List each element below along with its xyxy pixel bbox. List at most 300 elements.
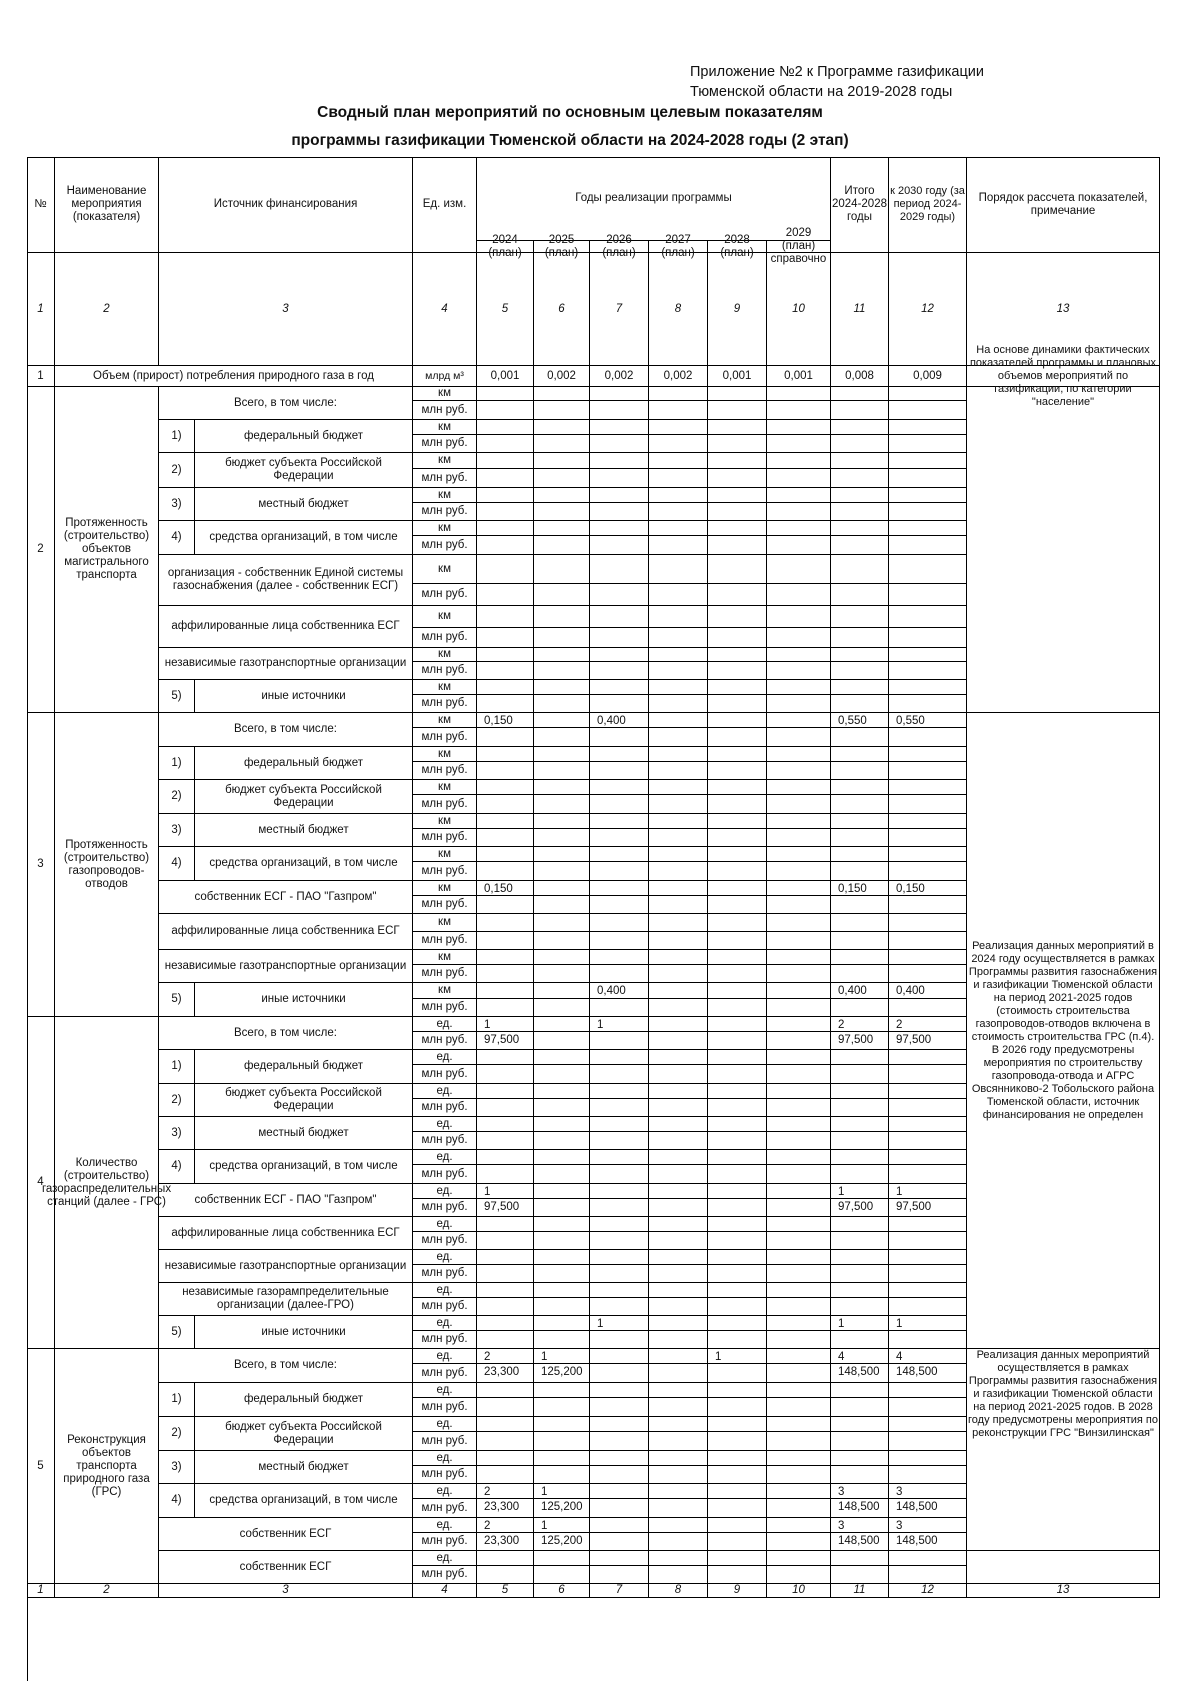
value-cell	[590, 1117, 649, 1132]
value-cell	[534, 1117, 590, 1132]
source-label: аффилированные лица собственника ЕСГ	[159, 914, 413, 950]
indicator-name: Протяженность (строительство) объектов магистрального транспорта	[55, 387, 159, 713]
value-cell	[649, 1132, 708, 1150]
value-cell	[534, 1298, 590, 1316]
unit-cell: млн руб.	[413, 401, 477, 420]
value-cell: 0,400	[889, 983, 967, 999]
value-cell	[590, 648, 649, 662]
value-cell: 97,500	[831, 1199, 889, 1217]
value-cell	[649, 503, 708, 521]
value-cell	[649, 1117, 708, 1132]
value-cell	[708, 780, 767, 795]
value-cell	[767, 1398, 831, 1417]
value-cell	[889, 1217, 967, 1232]
unit-cell: км	[413, 648, 477, 662]
value-cell	[889, 1451, 967, 1466]
value-cell	[767, 680, 831, 695]
value-cell	[477, 896, 534, 914]
value-cell	[767, 1566, 831, 1584]
unit-cell: млн руб.	[413, 896, 477, 914]
source-label: иные источники	[195, 983, 413, 1017]
value-cell	[889, 1551, 967, 1566]
item-marker: 1)	[159, 1383, 195, 1417]
value-cell	[649, 1451, 708, 1466]
value-cell	[534, 1017, 590, 1032]
source-label: бюджет субъекта Российской Федерации	[195, 1417, 413, 1451]
value-cell	[649, 847, 708, 862]
column-number: 1	[27, 253, 55, 366]
indicator-name: Количество (строительство) газораспределительных станций (далее - ГРС)	[55, 1017, 159, 1349]
value-cell	[889, 1383, 967, 1398]
value-cell	[708, 728, 767, 747]
value-cell	[477, 862, 534, 881]
value-cell	[590, 1032, 649, 1050]
value-cell	[767, 401, 831, 420]
value-cell	[590, 1349, 649, 1364]
value-cell	[534, 555, 590, 584]
value-cell	[649, 1466, 708, 1484]
value-cell: 0,008	[831, 366, 889, 387]
item-marker: 2)	[159, 1417, 195, 1451]
value-cell	[767, 1283, 831, 1298]
unit-cell: ед.	[413, 1084, 477, 1099]
value-cell	[590, 1331, 649, 1349]
source-label: бюджет субъекта Российской Федерации	[195, 1084, 413, 1117]
value-cell	[649, 1533, 708, 1551]
unit-cell: км	[413, 453, 477, 469]
column-number: 2	[55, 1584, 159, 1598]
column-number: 6	[534, 253, 590, 366]
value-cell	[590, 780, 649, 795]
value-cell	[477, 1432, 534, 1451]
column-number: 13	[967, 1584, 1160, 1598]
value-cell: 0,001	[477, 366, 534, 387]
source-label: независимые газотранспортные организации	[159, 950, 413, 983]
header-years-group: Годы реализации программы	[477, 157, 831, 241]
column-number: 11	[831, 1584, 889, 1598]
value-cell	[767, 780, 831, 795]
value-cell	[534, 536, 590, 555]
source-label: Всего, в том числе:	[159, 713, 413, 747]
column-number: 8	[649, 253, 708, 366]
unit-cell: км	[413, 983, 477, 999]
value-cell	[590, 435, 649, 453]
value-cell	[767, 1184, 831, 1199]
value-cell	[831, 1132, 889, 1150]
value-cell	[477, 1551, 534, 1566]
value-cell	[889, 606, 967, 628]
value-cell: 1	[590, 1316, 649, 1331]
value-cell	[649, 881, 708, 896]
unit-cell: км	[413, 555, 477, 584]
value-cell	[534, 762, 590, 780]
value-cell	[708, 1533, 767, 1551]
value-cell	[708, 965, 767, 983]
value-cell	[767, 521, 831, 536]
value-cell	[889, 469, 967, 488]
value-cell	[590, 1566, 649, 1584]
value-cell	[590, 1132, 649, 1150]
value-cell	[649, 1484, 708, 1499]
column-number: 10	[767, 253, 831, 366]
value-cell	[767, 1165, 831, 1184]
value-cell	[477, 1065, 534, 1084]
column-number: 9	[708, 253, 767, 366]
value-cell	[708, 1265, 767, 1283]
value-cell	[649, 584, 708, 606]
value-cell: 0,150	[477, 881, 534, 896]
value-cell	[831, 1050, 889, 1065]
value-cell	[477, 503, 534, 521]
value-cell	[708, 1566, 767, 1584]
value-cell: 1	[477, 1017, 534, 1032]
value-cell: 23,300	[477, 1499, 534, 1518]
value-cell	[767, 435, 831, 453]
value-cell: 0,002	[649, 366, 708, 387]
value-cell	[831, 662, 889, 680]
value-cell: 1	[534, 1518, 590, 1533]
value-cell	[534, 628, 590, 648]
unit-cell: млн руб.	[413, 1298, 477, 1316]
source-label: Всего, в том числе:	[159, 1349, 413, 1383]
value-cell	[590, 965, 649, 983]
value-cell	[534, 814, 590, 829]
value-cell	[477, 584, 534, 606]
value-cell	[708, 983, 767, 999]
value-cell: 3	[831, 1518, 889, 1533]
value-cell	[590, 1432, 649, 1451]
value-cell	[534, 780, 590, 795]
value-cell	[708, 469, 767, 488]
value-cell	[767, 1466, 831, 1484]
value-cell	[767, 728, 831, 747]
value-cell	[477, 932, 534, 950]
source-label: Всего, в том числе:	[159, 1017, 413, 1050]
value-cell	[831, 1417, 889, 1432]
value-cell	[649, 662, 708, 680]
unit-cell: млн руб.	[413, 662, 477, 680]
unit-cell: млн руб.	[413, 1065, 477, 1084]
row-number: 1	[27, 366, 55, 387]
value-cell	[708, 1050, 767, 1065]
value-cell	[534, 1150, 590, 1165]
value-cell	[708, 1283, 767, 1298]
value-cell	[477, 983, 534, 999]
unit-cell: ед.	[413, 1050, 477, 1065]
unit-cell: млн руб.	[413, 728, 477, 747]
header-total: Итого 2024-2028 годы	[831, 157, 889, 253]
value-cell	[534, 1184, 590, 1199]
header-year: 2029 (план) справочно	[767, 241, 831, 253]
value-cell	[831, 965, 889, 983]
value-cell	[767, 1084, 831, 1099]
unit-cell: км	[413, 488, 477, 503]
value-cell	[590, 862, 649, 881]
value-cell	[534, 999, 590, 1017]
unit-cell: км	[413, 914, 477, 932]
value-cell	[477, 999, 534, 1017]
header-name: Наименование мероприятия (показателя)	[55, 157, 159, 253]
item-marker: 1)	[159, 747, 195, 780]
value-cell	[477, 401, 534, 420]
unit-cell: млн руб.	[413, 469, 477, 488]
value-cell	[649, 1032, 708, 1050]
value-cell	[649, 420, 708, 435]
value-cell	[708, 1017, 767, 1032]
item-marker: 3)	[159, 1117, 195, 1150]
value-cell	[889, 950, 967, 965]
value-cell	[534, 1250, 590, 1265]
value-cell	[590, 521, 649, 536]
value-cell	[889, 1265, 967, 1283]
value-cell	[590, 1065, 649, 1084]
value-cell	[477, 1451, 534, 1466]
value-cell	[831, 1331, 889, 1349]
value-cell	[889, 1132, 967, 1150]
value-cell	[590, 814, 649, 829]
value-cell	[831, 387, 889, 401]
value-cell	[590, 1533, 649, 1551]
unit-cell: млн руб.	[413, 1533, 477, 1551]
header-year: 2027 (план)	[649, 241, 708, 253]
value-cell: 1	[534, 1349, 590, 1364]
value-cell	[649, 932, 708, 950]
value-cell	[831, 401, 889, 420]
value-cell	[889, 728, 967, 747]
value-cell	[708, 847, 767, 862]
value-cell	[590, 1150, 649, 1165]
value-cell	[831, 435, 889, 453]
column-number: 5	[477, 1584, 534, 1598]
value-cell	[534, 950, 590, 965]
value-cell	[590, 762, 649, 780]
value-cell	[708, 1364, 767, 1383]
value-cell	[649, 1417, 708, 1432]
column-number: 3	[159, 253, 413, 366]
value-cell	[767, 1232, 831, 1250]
source-label: средства организаций, в том числе	[195, 1484, 413, 1518]
value-cell	[649, 1150, 708, 1165]
value-cell	[534, 747, 590, 762]
value-cell	[831, 1165, 889, 1184]
value-cell: 0,150	[889, 881, 967, 896]
unit-cell: млн руб.	[413, 695, 477, 713]
value-cell	[708, 1217, 767, 1232]
note-cell	[967, 1551, 1160, 1584]
value-cell	[831, 950, 889, 965]
value-cell	[477, 628, 534, 648]
value-cell	[831, 1232, 889, 1250]
value-cell	[649, 1383, 708, 1398]
value-cell	[831, 1383, 889, 1398]
value-cell	[767, 1316, 831, 1331]
value-cell	[767, 503, 831, 521]
value-cell	[889, 628, 967, 648]
unit-cell: млн руб.	[413, 503, 477, 521]
value-cell: 1	[831, 1184, 889, 1199]
value-cell	[649, 1316, 708, 1331]
value-cell	[708, 950, 767, 965]
value-cell	[649, 680, 708, 695]
value-cell	[767, 1150, 831, 1165]
header-year: 2024 (план)	[477, 241, 534, 253]
value-cell	[590, 488, 649, 503]
unit-cell: ед.	[413, 1518, 477, 1533]
value-cell	[590, 584, 649, 606]
value-cell	[477, 1217, 534, 1232]
value-cell	[590, 881, 649, 896]
value-cell	[590, 914, 649, 932]
value-cell	[649, 606, 708, 628]
value-cell	[708, 1484, 767, 1499]
value-cell	[534, 435, 590, 453]
value-cell	[649, 780, 708, 795]
value-cell	[649, 1499, 708, 1518]
value-cell	[889, 536, 967, 555]
value-cell	[767, 1518, 831, 1533]
value-cell	[889, 1150, 967, 1165]
source-label: аффилированные лица собственника ЕСГ	[159, 606, 413, 648]
unit-cell: млн руб.	[413, 932, 477, 950]
value-cell	[708, 680, 767, 695]
value-cell	[534, 584, 590, 606]
value-cell	[708, 1199, 767, 1217]
value-cell: 148,500	[889, 1499, 967, 1518]
unit-cell: км	[413, 780, 477, 795]
value-cell	[590, 1466, 649, 1484]
value-cell	[708, 1232, 767, 1250]
header-order: Порядок рассчета показателей, примечание	[967, 157, 1160, 253]
value-cell	[708, 999, 767, 1017]
document-title-line-2: программы газификации Тюменской области на 2024-2028 годы (2 этап)	[291, 132, 849, 149]
source-label: иные источники	[195, 680, 413, 713]
source-label: местный бюджет	[195, 814, 413, 847]
value-cell	[534, 1466, 590, 1484]
value-cell	[889, 780, 967, 795]
value-cell	[590, 1417, 649, 1432]
value-cell	[831, 1099, 889, 1117]
item-marker: 1)	[159, 420, 195, 453]
value-cell	[649, 1017, 708, 1032]
unit-cell: млн руб.	[413, 1566, 477, 1584]
value-cell	[767, 862, 831, 881]
note-cell: Реализация данных мероприятий в 2024 году осуществляется в рамках Программы развития газоснабжения и газификации Тюменской области на период 2021-2025 годов (стоимость строительства газопроводов-отводов включена в стоимость строительства ГРС (п.4). В 2026 году предусмотрены мероприятия по строительству газопровода-отвода и АГРС Овсянниково-2 Тобольского района Тюменской области, источник финансирования не определен	[967, 713, 1160, 1349]
value-cell	[831, 469, 889, 488]
value-cell	[649, 747, 708, 762]
value-cell	[477, 1232, 534, 1250]
row-number: 3	[27, 713, 55, 1017]
value-cell: 1	[590, 1017, 649, 1032]
header-unit: Ед. изм.	[413, 157, 477, 253]
value-cell: 125,200	[534, 1533, 590, 1551]
value-cell	[767, 648, 831, 662]
value-cell	[767, 1265, 831, 1283]
source-label: местный бюджет	[195, 1117, 413, 1150]
value-cell	[889, 1050, 967, 1065]
value-cell	[708, 503, 767, 521]
value-cell: 3	[889, 1518, 967, 1533]
value-cell	[534, 1398, 590, 1417]
value-cell	[649, 1432, 708, 1451]
value-cell	[590, 1518, 649, 1533]
value-cell	[767, 747, 831, 762]
value-cell	[889, 1065, 967, 1084]
unit-cell: ед.	[413, 1417, 477, 1432]
value-cell	[767, 1199, 831, 1217]
value-cell	[649, 795, 708, 814]
value-cell	[590, 1398, 649, 1417]
value-cell	[477, 950, 534, 965]
value-cell	[767, 914, 831, 932]
unit-cell: млн руб.	[413, 1432, 477, 1451]
value-cell	[708, 662, 767, 680]
value-cell	[708, 914, 767, 932]
value-cell	[477, 914, 534, 932]
value-cell	[708, 1398, 767, 1417]
value-cell: 148,500	[831, 1499, 889, 1518]
value-cell	[889, 1165, 967, 1184]
value-cell	[889, 747, 967, 762]
value-cell: 1	[831, 1316, 889, 1331]
value-cell	[590, 420, 649, 435]
value-cell	[534, 932, 590, 950]
source-label: Всего, в том числе:	[159, 387, 413, 420]
value-cell: 148,500	[831, 1533, 889, 1551]
source-label: независимые газорампределительные организации (далее-ГРО)	[159, 1283, 413, 1316]
value-cell	[477, 747, 534, 762]
indicator-name: Объем (прирост) потребления природного газа в год	[55, 366, 413, 387]
value-cell	[590, 680, 649, 695]
value-cell	[889, 965, 967, 983]
unit-cell: млн руб.	[413, 1466, 477, 1484]
value-cell	[708, 795, 767, 814]
value-cell	[477, 1150, 534, 1165]
unit-cell: ед.	[413, 1551, 477, 1566]
unit-cell: км	[413, 847, 477, 862]
value-cell	[767, 896, 831, 914]
value-cell	[767, 829, 831, 847]
value-cell	[889, 420, 967, 435]
value-cell	[831, 453, 889, 469]
value-cell	[590, 999, 649, 1017]
value-cell	[708, 1032, 767, 1050]
value-cell	[590, 1265, 649, 1283]
value-cell	[649, 1518, 708, 1533]
value-cell	[767, 536, 831, 555]
value-cell: 3	[889, 1484, 967, 1499]
value-cell	[767, 1499, 831, 1518]
value-cell	[767, 1349, 831, 1364]
value-cell	[534, 914, 590, 932]
value-cell	[649, 1551, 708, 1566]
value-cell	[590, 950, 649, 965]
value-cell	[534, 521, 590, 536]
source-label: местный бюджет	[195, 1451, 413, 1484]
value-cell	[590, 1451, 649, 1466]
value-cell	[831, 488, 889, 503]
source-label: средства организаций, в том числе	[195, 1150, 413, 1184]
value-cell	[889, 762, 967, 780]
value-cell	[889, 1466, 967, 1484]
value-cell	[889, 814, 967, 829]
value-cell	[534, 829, 590, 847]
value-cell: 0,400	[590, 983, 649, 999]
value-cell	[889, 896, 967, 914]
value-cell	[649, 469, 708, 488]
item-marker: 4)	[159, 1484, 195, 1518]
value-cell	[831, 606, 889, 628]
value-cell	[708, 1499, 767, 1518]
